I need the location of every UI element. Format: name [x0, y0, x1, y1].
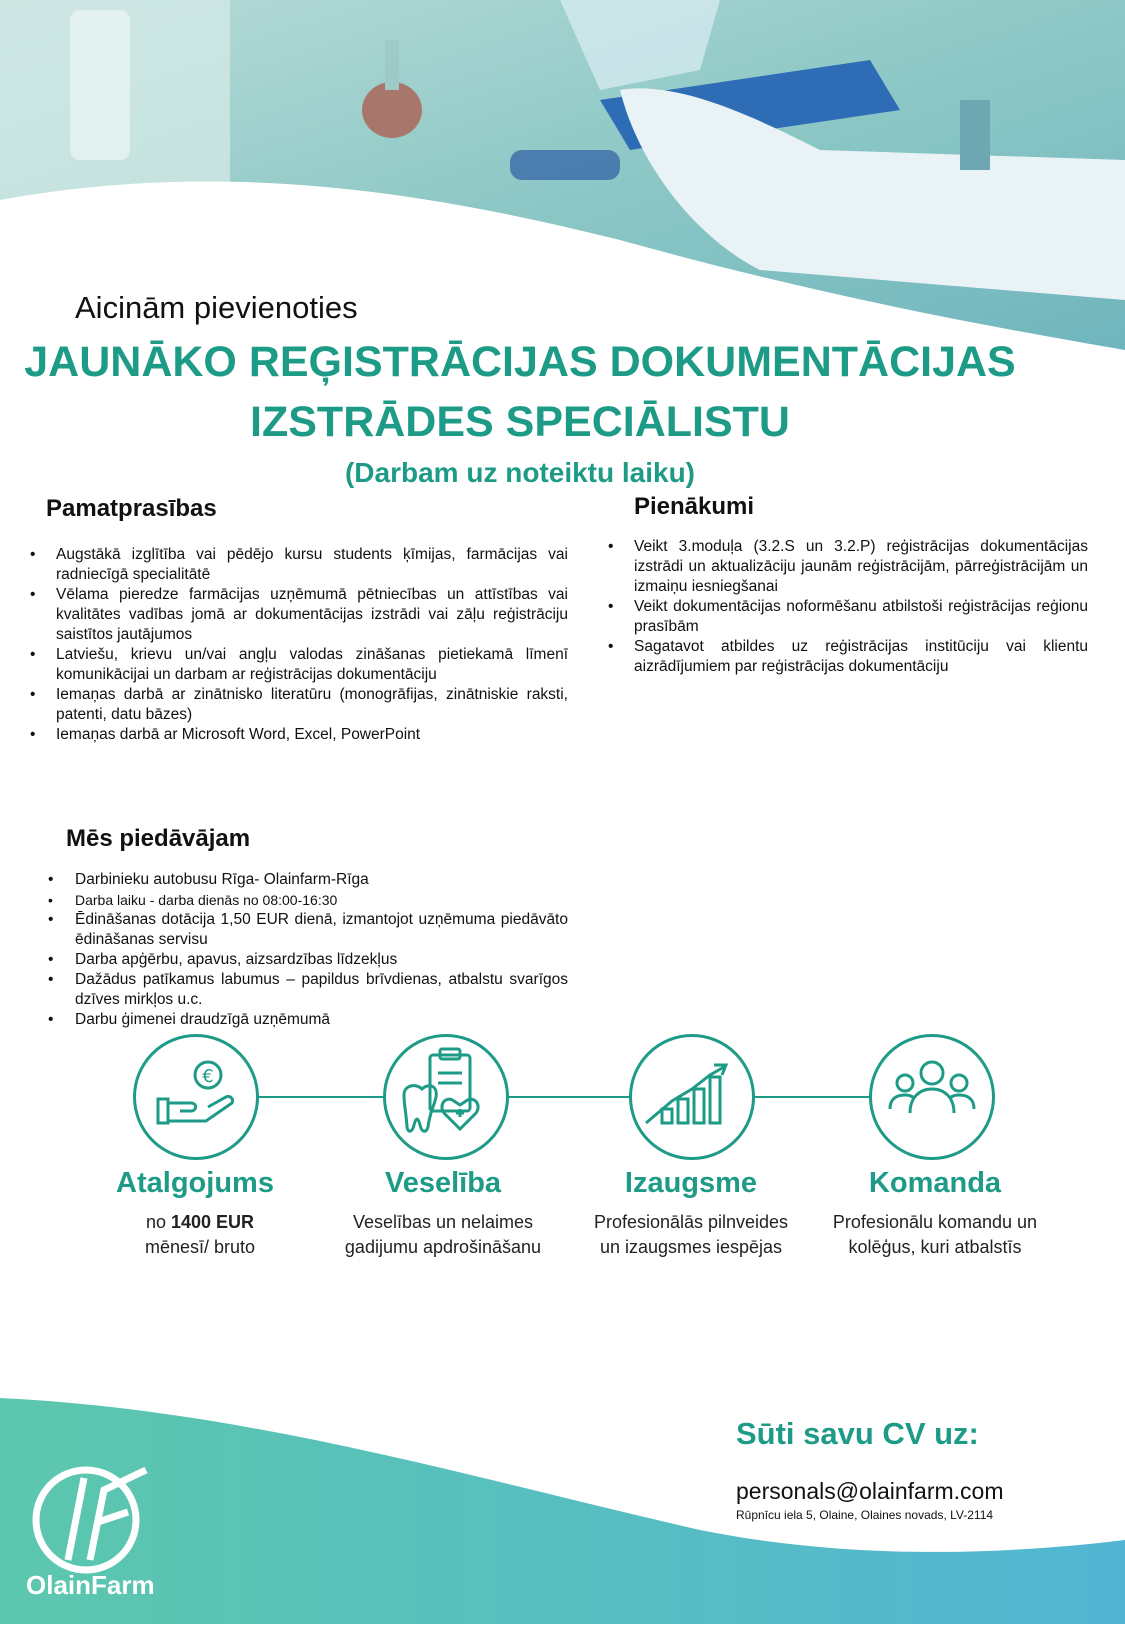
cv-heading: Sūti savu CV uz:	[736, 1416, 979, 1451]
benefit-text-salary: no 1400 EUR mēnesī/ bruto	[144, 1212, 256, 1257]
list-item: • Darbinieku autobusu Rīga- Olainfarm-Rīga	[46, 870, 568, 890]
list-item: • Darba laiku - darba dienās no 08:00-16:30	[46, 890, 568, 910]
job-subtitle: (Darbam uz noteiktu laiku)	[344, 457, 696, 488]
offer-list	[46, 870, 568, 1030]
requirements-list	[28, 545, 568, 745]
contact-address: Rūpnīcu iela 5, Olaine, Olaines novads, LV-2114	[736, 1508, 994, 1522]
salary-hand-euro-icon	[133, 1034, 259, 1160]
benefit-title-growth: Izaugsme	[624, 1167, 758, 1199]
growth-chart-icon	[629, 1034, 755, 1160]
health-clipboard-icon	[383, 1034, 509, 1160]
list-item: • Veikt dokumentācijas noformēšanu atbilstoši reģistrācijas reģionu prasībām	[606, 597, 1088, 637]
list-item: • Dažādus patīkamus labumus – papildus brīvdienas, atbalstu svarīgos dzīves mirkļos u.c.	[46, 970, 568, 1010]
list-item: • Iemaņas darbā ar zinātnisko literatūru (monogrāfijas, zinātniskie raksti, patenti, datu bāzes)	[28, 685, 568, 725]
requirements-heading: Pamatprasības	[46, 495, 217, 522]
duties-list	[606, 537, 1088, 677]
list-item: • Vēlama pieredze farmācijas uzņēmumā pētniecības un attīstības vai kvalitātes vadības jomā ar dokumentācijas izstrādi vai zāļu reģistrāciju saistītos jautājumos	[28, 585, 568, 645]
list-item: • Darbu ģimenei draudzīgā uzņēmumā	[46, 1010, 568, 1030]
icons-connector-line	[190, 1096, 930, 1098]
olainfarm-logo	[28, 1450, 178, 1590]
list-item: • Latviešu, krievu un/vai angļu valodas zināšanas pietiekamā līmenī komunikācijai un darbam ar reģistrācijas dokumentāciju	[28, 645, 568, 685]
intro-text: Aicinām pievienoties	[75, 290, 358, 325]
list-item: • Ēdināšanas dotācija 1,50 EUR dienā, izmantojot uzņēmuma piedāvāto ēdināšanas servisu	[46, 910, 568, 950]
list-item: • Sagatavot atbildes uz reģistrācijas institūciju vai klientu aizrādījumiem par reģistrācijas dokumentāciju	[606, 637, 1088, 677]
benefit-title-team: Komanda	[868, 1167, 1002, 1199]
job-title-line2: IZSTRĀDES SPECIĀLISTU	[250, 398, 790, 446]
contact-email[interactable]: personals@olainfarm.com	[736, 1478, 1004, 1504]
duties-heading: Pienākumi	[634, 493, 755, 520]
logo-text: OlainFarm	[26, 1570, 155, 1600]
offer-heading: Mēs piedāvājam	[66, 825, 251, 852]
benefit-text-health: Veselības un nelaimes gadijumu apdrošināšanu	[344, 1212, 542, 1257]
svg-text:€: €	[202, 1066, 214, 1087]
job-title-line1: JAUNĀKO REĢISTRĀCIJAS DOKUMENTĀCIJAS	[24, 338, 1016, 386]
list-item: • Veikt 3.moduļa (3.2.S un 3.2.P) reģistrācijas dokumentācijas izstrādi un aktualizāciju jaunām reģistrācijām, pārreģistrācijām un izmaiņu iesniegšanai	[606, 537, 1088, 597]
benefit-title-salary: Atalgojums	[116, 1167, 274, 1199]
list-item: • Darba apģērbu, apavus, aizsardzības līdzekļus	[46, 950, 568, 970]
list-item: • Iemaņas darbā ar Microsoft Word, Excel, PowerPoint	[28, 725, 568, 745]
benefit-title-health: Veselība	[384, 1167, 502, 1199]
team-people-icon	[869, 1034, 995, 1160]
list-item: • Augstākā izglītība vai pēdējo kursu students ķīmijas, farmācijas vai radniecīgā specialitātē	[28, 545, 568, 585]
benefit-text-team: Profesionālu komandu un kolēģus, kuri atbalstīs	[832, 1212, 1038, 1257]
benefit-text-growth: Profesionālās pilnveides un izaugsmes iespējas	[593, 1212, 789, 1257]
